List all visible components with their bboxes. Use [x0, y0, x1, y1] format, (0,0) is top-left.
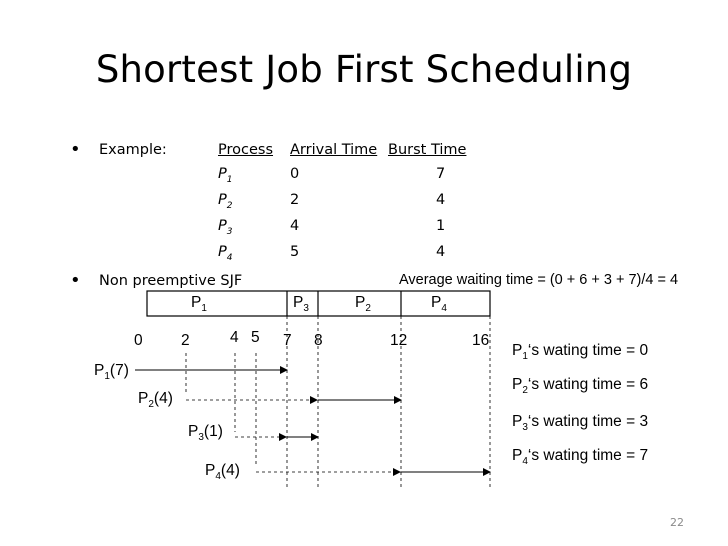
table-cell-process: $P_3$ [218, 218, 233, 237]
table-cell-process: $P_1$ [218, 166, 233, 185]
time-tick: 16 [472, 332, 490, 349]
table-cell-arrival: 4 [290, 218, 300, 234]
slide-title: Shortest Job First Scheduling [95, 48, 633, 91]
table-header-arrival: Arrival Time [290, 142, 378, 158]
table-cell-burst: 1 [436, 218, 446, 234]
table-cell-burst: 4 [436, 192, 446, 208]
table-cell-arrival: 0 [290, 166, 300, 182]
time-tick: 5 [251, 329, 260, 346]
time-tick: 12 [390, 332, 408, 349]
gantt-cell-label: $P_3$ [293, 294, 309, 315]
wait-arrowhead [310, 396, 318, 404]
time-tick: 4 [230, 329, 239, 346]
table-cell-burst: 7 [436, 166, 446, 182]
waiting-time-text: $P_4‘s$ wating time = 7 [512, 447, 649, 468]
table-header-burst: Burst Time [388, 142, 467, 158]
table-cell-arrival: 2 [290, 192, 300, 208]
example-label: Example: [99, 142, 167, 158]
time-tick: 8 [314, 332, 323, 349]
waiting-time-text: $P_3‘s$ wating time = 3 [512, 413, 649, 434]
arrival-label: $P_3(1)$ [188, 423, 223, 444]
arrival-label: $P_2(4)$ [138, 390, 173, 411]
section-label: Non preemptive SJF [99, 273, 243, 289]
table-cell-burst: 4 [436, 244, 446, 260]
table-cell-process: $P_4$ [218, 244, 233, 263]
gantt-cell-label: $P_1$ [191, 294, 207, 315]
table-cell-process: $P_2$ [218, 192, 233, 211]
gantt-cell-label: $P_4$ [431, 294, 447, 315]
gantt-cell-label: $P_2$ [355, 294, 371, 315]
wait-arrowhead [279, 433, 287, 441]
wait-arrowhead [393, 468, 401, 476]
arrival-label: $P_4(4)$ [205, 462, 240, 483]
table-cell-arrival: 5 [290, 244, 300, 260]
waiting-time-text: $P_2‘s$ wating time = 6 [512, 376, 649, 397]
time-tick: 7 [283, 332, 292, 349]
average-waiting-time: Average waiting time = (0 + 6 + 3 + 7)/4 = 4 [399, 272, 679, 288]
bullet-sjf: • [70, 270, 81, 291]
waiting-time-text: $P_1‘s$ wating time = 0 [512, 342, 649, 363]
time-tick: 2 [181, 332, 190, 349]
table-header-process: Process [218, 142, 274, 158]
time-tick: 0 [134, 332, 143, 349]
arrival-label: $P_1(7)$ [94, 362, 129, 383]
slide-number: 22 [670, 516, 684, 529]
bullet-example: • [70, 139, 81, 160]
